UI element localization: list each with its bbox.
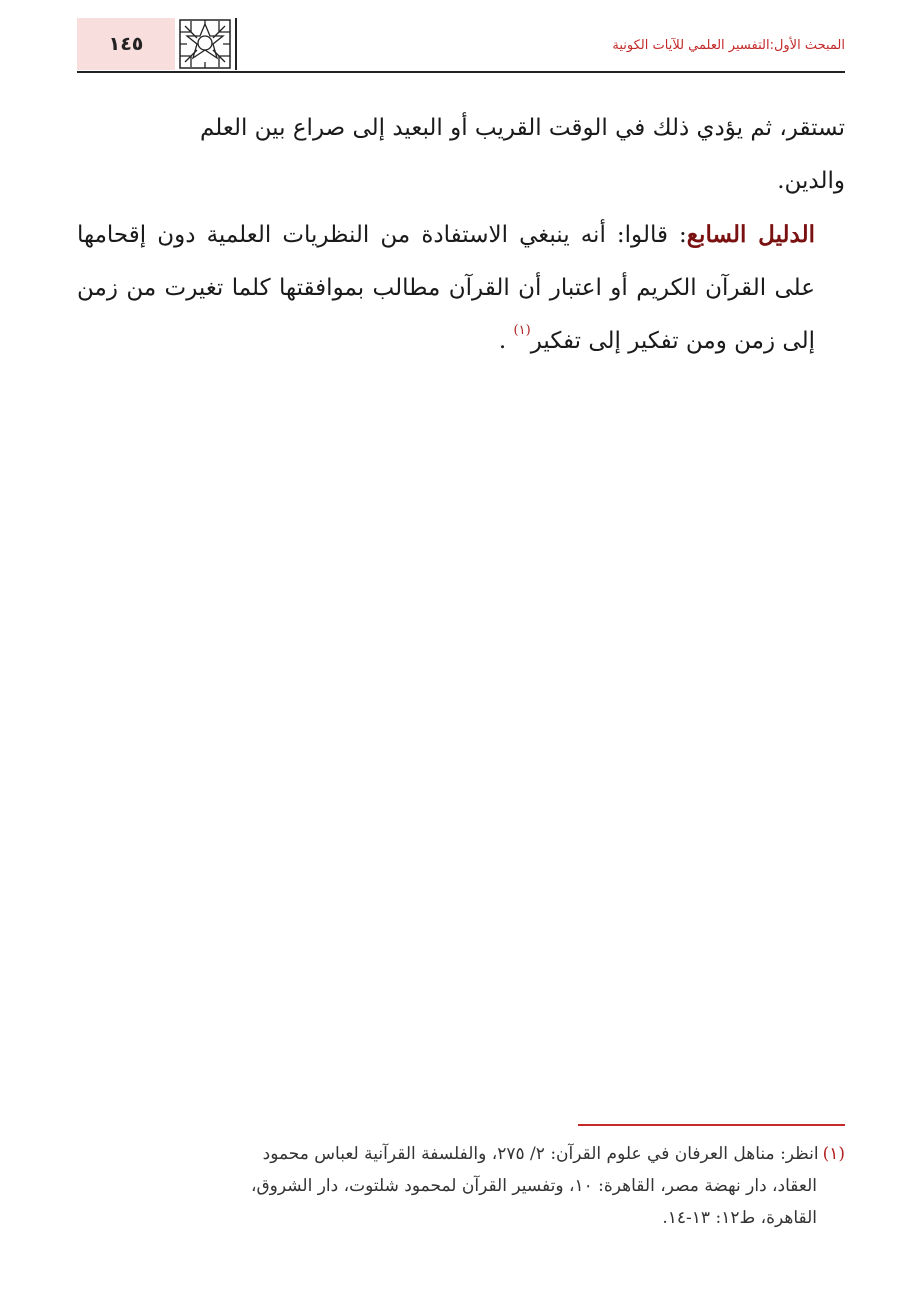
paragraph-2-lead: الدليل السابع: [686, 221, 815, 248]
paragraph-1-line-1: تستقر، ثم يؤدي ذلك في الوقت القريب أو البعيد إلى صراع بين العلم: [199, 115, 845, 141]
footnote-number: (١): [822, 1144, 845, 1164]
page-number: ١٤٥: [77, 18, 175, 70]
footnote-line-2: العقاد، دار نهضة مصر، القاهرة: ١٠، وتفسير القرآن لمحمود شلتوت، دار الشروق،: [250, 1176, 817, 1196]
footnote-rule: [578, 1124, 845, 1126]
main-text: [77, 102, 845, 368]
paragraph-2: [77, 208, 845, 368]
header-rule: [77, 71, 845, 73]
footnote-line-1-text: انظر: مناهل العرفان في علوم القرآن: ٢/ ٢٧٥، والفلسفة القرآنية لعباس محمود: [262, 1144, 819, 1164]
paragraph-1-line-2: والدين.: [777, 168, 845, 194]
paragraph-2-end: .: [498, 328, 507, 354]
footnote: [77, 1138, 845, 1234]
section-title: المبحث الأول:التفسير العلمي للآيات الكونية: [612, 38, 845, 53]
footnote-line-1: [77, 1138, 845, 1170]
paragraph-2-text: : قالوا: أنه ينبغي الاستفادة من النظريات العلمية دون إقحامها على القرآن الكريم أو اعتبار أن القرآن مطالب بموافقتها كلما تغيرت من زمن إلى زمن ومن تفكير إلى تفكير: [77, 222, 815, 354]
page-header: [77, 18, 845, 74]
header-separator: [235, 18, 237, 70]
footnote-ref[interactable]: (١): [513, 323, 531, 338]
footnote-line-3: القاهرة، ط١٢: ١٣-١٤.: [662, 1208, 817, 1228]
geometric-star-ornament-icon: [177, 18, 233, 70]
paragraph-1: [77, 102, 845, 208]
